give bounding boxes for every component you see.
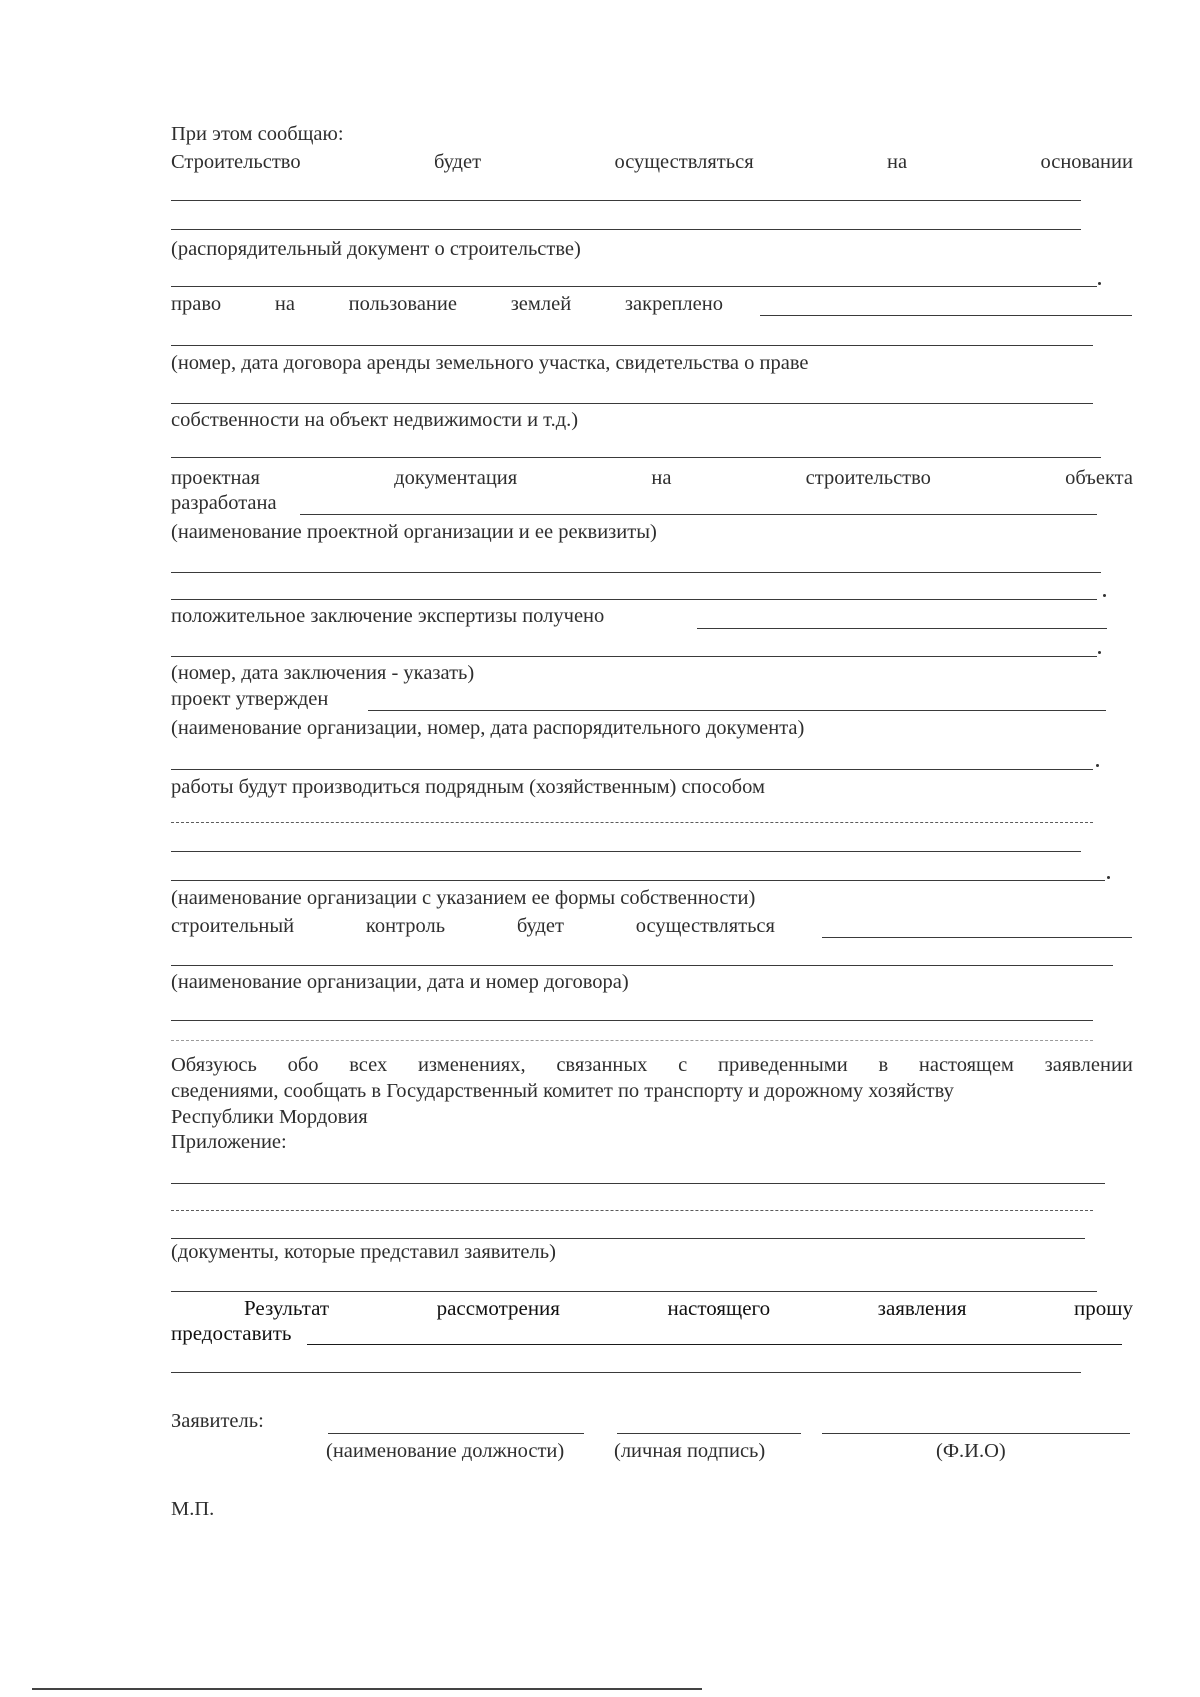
control-hint: (наименование организации, дата и номер договора) bbox=[171, 971, 629, 993]
word: связанных bbox=[556, 1054, 648, 1076]
period-mark bbox=[1107, 876, 1110, 879]
control-field-2[interactable] bbox=[171, 965, 1113, 966]
scan-artifact-line bbox=[171, 1040, 1093, 1041]
period-mark bbox=[1096, 764, 1099, 767]
works-field-1[interactable] bbox=[171, 822, 1093, 823]
word: всех bbox=[349, 1054, 388, 1076]
stamp-label: М.П. bbox=[171, 1498, 215, 1520]
scan-edge-line bbox=[32, 1688, 702, 1690]
word: пользование bbox=[348, 293, 457, 315]
attachment-label: Приложение: bbox=[171, 1131, 287, 1153]
attachment-field-3[interactable] bbox=[171, 1238, 1085, 1239]
word: строительство bbox=[805, 467, 931, 489]
attachment-field-1[interactable] bbox=[171, 1183, 1105, 1184]
lease-hint-2: собственности на объект недвижимости и т.д.) bbox=[171, 409, 579, 431]
provide-field-2[interactable] bbox=[171, 1372, 1081, 1373]
word: Результат bbox=[244, 1296, 330, 1320]
design-org-hint: (наименование проектной организации и ее реквизиты) bbox=[171, 521, 657, 543]
intro-text: При этом сообщаю: bbox=[171, 123, 344, 145]
land-use-field[interactable] bbox=[760, 315, 1132, 316]
word: на bbox=[887, 151, 908, 173]
works-field-2[interactable] bbox=[171, 851, 1081, 852]
word: настоящего bbox=[667, 1296, 771, 1320]
approved-field[interactable] bbox=[368, 710, 1106, 711]
word: закреплено bbox=[624, 293, 723, 315]
lease-field[interactable] bbox=[171, 403, 1093, 404]
word: контроль bbox=[365, 915, 446, 937]
word: осуществляться bbox=[614, 151, 754, 173]
approved-label: проект утвержден bbox=[171, 688, 329, 710]
control-details-field[interactable] bbox=[171, 1020, 1093, 1021]
position-field[interactable] bbox=[328, 1433, 584, 1434]
attachment-hint: (документы, которые представил заявитель) bbox=[171, 1241, 556, 1263]
word: Обязуюсь bbox=[171, 1054, 257, 1076]
word: документация bbox=[394, 467, 518, 489]
provide-label: предоставить bbox=[171, 1321, 292, 1345]
attachment-details-field[interactable] bbox=[171, 1291, 1097, 1292]
period-mark bbox=[1098, 282, 1101, 285]
directive-hint: (распорядительный документ о строительстве) bbox=[171, 238, 581, 260]
position-hint: (наименование должности) bbox=[326, 1440, 565, 1462]
works-field-3[interactable] bbox=[171, 880, 1105, 881]
result-line bbox=[244, 1296, 1133, 1320]
approval-field[interactable] bbox=[171, 769, 1093, 770]
word: будет bbox=[516, 915, 564, 937]
period-mark bbox=[1098, 651, 1101, 654]
design-org-field-1[interactable] bbox=[171, 572, 1101, 573]
word: приведенными bbox=[717, 1054, 848, 1076]
approval-hint: (наименование организации, номер, дата распорядительного документа) bbox=[171, 717, 805, 739]
word: осуществляться bbox=[635, 915, 775, 937]
word: настоящем bbox=[918, 1054, 1014, 1076]
expertise-field[interactable] bbox=[697, 628, 1107, 629]
word: обо bbox=[287, 1054, 319, 1076]
land-use-line bbox=[171, 292, 723, 316]
word: строительный bbox=[171, 915, 295, 937]
word: в bbox=[878, 1054, 889, 1076]
word: право bbox=[171, 293, 222, 315]
word: Строительство bbox=[171, 151, 301, 173]
word: объекта bbox=[1065, 467, 1133, 489]
word: рассмотрения bbox=[436, 1296, 560, 1320]
construction-basis-field-2[interactable] bbox=[171, 229, 1081, 230]
ownership-field[interactable] bbox=[171, 457, 1101, 458]
obligation-line-1 bbox=[171, 1053, 1133, 1077]
word: изменениях, bbox=[417, 1054, 526, 1076]
word: проектная bbox=[171, 467, 260, 489]
developed-label: разработана bbox=[171, 492, 277, 514]
signature-hint: (личная подпись) bbox=[614, 1440, 766, 1462]
word: на bbox=[651, 467, 672, 489]
construction-basis-line bbox=[171, 150, 1133, 174]
provide-field[interactable] bbox=[307, 1344, 1122, 1345]
expertise-hint: (номер, дата заключения - указать) bbox=[171, 662, 475, 684]
expertise-label: положительное заключение экспертизы получено bbox=[171, 605, 605, 627]
control-field[interactable] bbox=[822, 937, 1132, 938]
obligation-line-2: сведениями, сообщать в Государственный комитет по транспорту и дорожному хозяйству bbox=[171, 1080, 954, 1102]
word: заявлении bbox=[1044, 1054, 1133, 1076]
construction-basis-field-1[interactable] bbox=[171, 200, 1081, 201]
project-docs-line bbox=[171, 466, 1133, 490]
contractor-hint: (наименование организации с указанием ее формы собственности) bbox=[171, 887, 756, 909]
word: на bbox=[274, 293, 295, 315]
name-field[interactable] bbox=[822, 1433, 1130, 1434]
land-use-field-2[interactable] bbox=[171, 345, 1093, 346]
name-hint: (Ф.И.О) bbox=[936, 1440, 1006, 1462]
lease-hint-1: (номер, дата договора аренды земельного участка, свидетельства о праве bbox=[171, 352, 809, 374]
period-mark bbox=[1103, 594, 1106, 597]
obligation-line-3: Республики Мордовия bbox=[171, 1106, 368, 1128]
word: землей bbox=[510, 293, 572, 315]
directive-field[interactable] bbox=[171, 286, 1097, 287]
expertise-field-2[interactable] bbox=[171, 656, 1097, 657]
attachment-field-2[interactable] bbox=[171, 1210, 1093, 1211]
applicant-label: Заявитель: bbox=[171, 1410, 264, 1432]
word: основании bbox=[1040, 151, 1133, 173]
word: будет bbox=[433, 151, 482, 173]
word: заявления bbox=[877, 1296, 967, 1320]
developed-field[interactable] bbox=[300, 514, 1097, 515]
word: с bbox=[678, 1054, 688, 1076]
control-line bbox=[171, 914, 775, 938]
works-label: работы будут производиться подрядным (хозяйственным) способом bbox=[171, 776, 765, 798]
word: прошу bbox=[1074, 1296, 1133, 1320]
signature-field[interactable] bbox=[617, 1433, 801, 1434]
design-org-field-2[interactable] bbox=[171, 599, 1097, 600]
